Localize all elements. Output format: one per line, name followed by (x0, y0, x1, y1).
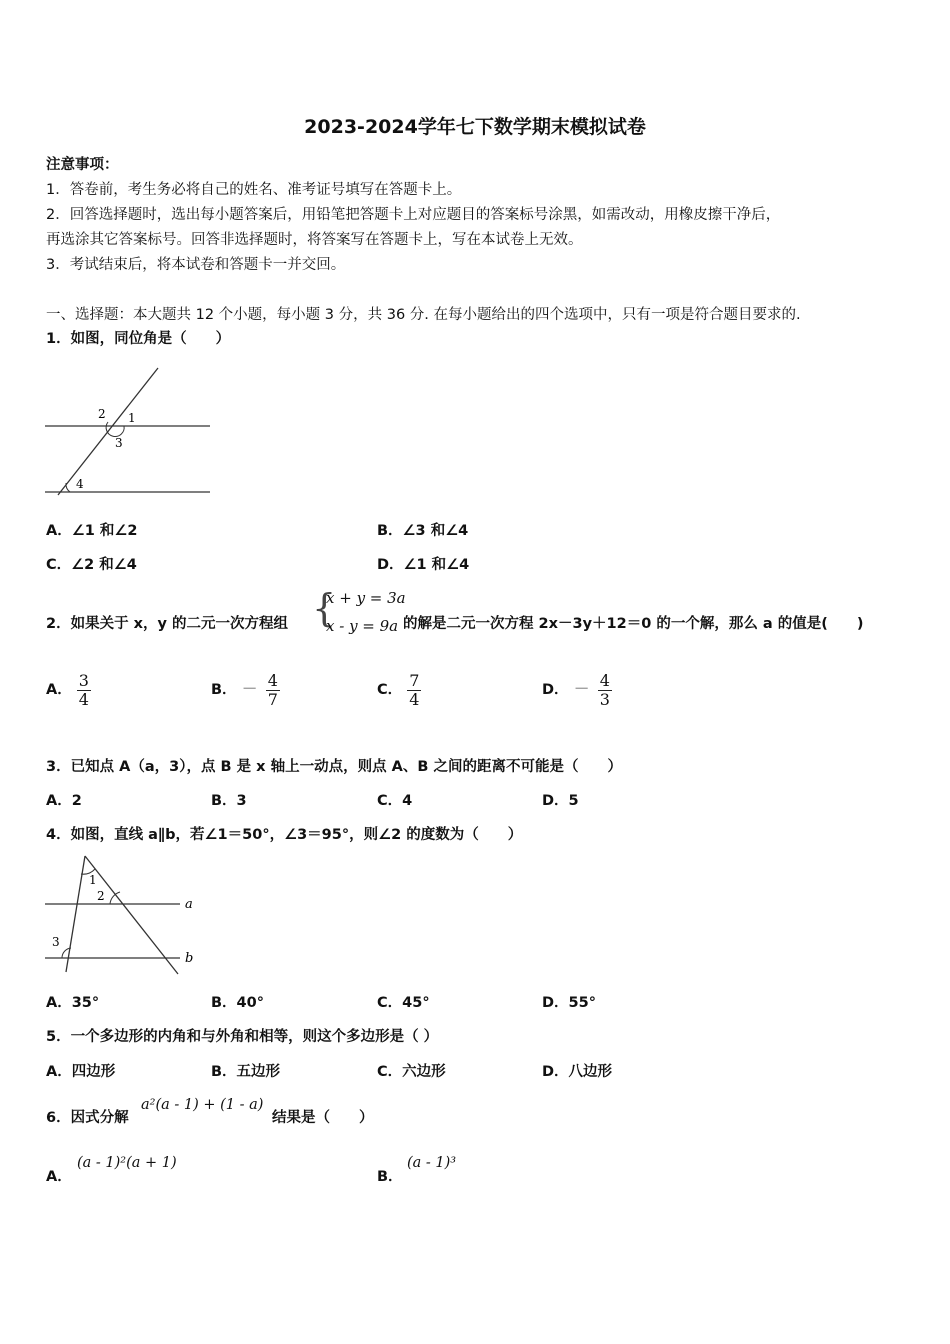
q2-option-a (46, 672, 91, 708)
q1-option-d: D．∠1 和∠4 (377, 557, 470, 573)
q5-option-b: B．五边形 (211, 1064, 281, 1080)
q5-option-c: C．六边形 (377, 1064, 446, 1080)
option-letter: D． (542, 682, 569, 699)
q5-option-a: A．四边形 (46, 1064, 116, 1080)
option-letter: B． (211, 682, 237, 699)
q3-option-b: B．3 (211, 793, 247, 809)
numerator: 4 (599, 671, 610, 690)
minus-sign: － (241, 679, 258, 699)
page-title: 2023-2024学年七下数学期末模拟试卷 (304, 116, 646, 138)
q6-option-b-letter: B． (377, 1169, 403, 1185)
note-item: 再选涂其它答案标号。回答非选择题时，将答案写在答题卡上，写在本试卷上无效。 (46, 232, 583, 248)
q6-expression: a²(a - 1) + (1 - a) (141, 1097, 264, 1113)
q4-line-right (85, 856, 178, 974)
q1-label-4: 4 (76, 477, 84, 491)
fraction (407, 672, 421, 708)
q3-option-d: D．5 (542, 793, 579, 809)
q6-stem-pre: 6．因式分解 (46, 1110, 129, 1126)
notes-heading: 注意事项： (46, 157, 119, 173)
q6-option-b-expr: (a - 1)³ (407, 1155, 457, 1171)
section-heading: 一、选择题：本大题共 12 个小题，每小题 3 分，共 36 分. 在每小题给出的四个选项中，只有一项是符合题目要求的. (46, 307, 801, 323)
q4-label-a: a (185, 897, 193, 912)
numerator: 7 (409, 671, 420, 690)
q2-system-eq2: x - y = 9a (326, 617, 399, 635)
q5-stem: 5．一个多边形的内角和与外角和相等，则这个多边形是（ ） (46, 1029, 439, 1045)
q2-system-eq1: x + y = 3a (326, 589, 406, 607)
denominator: 4 (78, 689, 89, 709)
q3-option-c: C．4 (377, 793, 413, 809)
q4-option-c: C．45° (377, 995, 430, 1011)
q2-stem-pre: 2．如果关于 x，y 的二元一次方程组 (46, 616, 288, 632)
numerator: 3 (78, 671, 89, 690)
q4-option-d: D．55° (542, 995, 596, 1011)
numerator: 4 (267, 671, 278, 690)
q4-label-3: 3 (52, 935, 60, 949)
note-item: 3．考试结束后，将本试卷和答题卡一并交回。 (46, 257, 346, 273)
q1-option-c: C．∠2 和∠4 (46, 557, 137, 573)
option-letter: A． (46, 682, 72, 699)
q4-label-2: 2 (97, 889, 105, 903)
q2-option-b (211, 672, 280, 708)
q1-option-b: B．∠3 和∠4 (377, 523, 469, 539)
note-item: 1．答卷前，考生务必将自己的姓名、准考证号填写在答题卡上。 (46, 182, 462, 198)
q4-figure (40, 852, 210, 977)
option-letter: C． (377, 682, 403, 699)
q3-option-a: A．2 (46, 793, 82, 809)
minus-sign: － (573, 679, 590, 699)
q4-label-b: b (185, 951, 194, 966)
denominator: 4 (409, 689, 420, 709)
q4-line-left (66, 856, 85, 972)
fraction (266, 672, 280, 708)
q1-label-1: 1 (128, 411, 136, 425)
q6-stem-post: 结果是（ ） (272, 1110, 374, 1126)
fraction (77, 672, 91, 708)
q2-system-brace: { (312, 586, 337, 630)
q2-option-d (542, 672, 612, 708)
denominator: 3 (599, 689, 610, 709)
q1-figure (40, 362, 215, 502)
q1-label-2: 2 (98, 407, 106, 421)
q3-stem: 3．已知点 A（a，3），点 B 是 x 轴上一动点，则点 A、B 之间的距离不可能是（ ） (46, 759, 622, 775)
q2-option-c (377, 672, 421, 708)
q4-option-a: A．35° (46, 995, 100, 1011)
q4-stem: 4．如图，直线 a∥b，若∠1＝50°，∠3＝95°，则∠2 的度数为（ ） (46, 827, 523, 843)
q1-option-a: A．∠1 和∠2 (46, 523, 138, 539)
q6-option-a-letter: A． (46, 1169, 72, 1185)
note-item: 2．回答选择题时，选出每小题答案后，用铅笔把答题卡上对应题目的答案标号涂黑，如需改动，用橡皮擦干净后， (46, 207, 781, 223)
q6-option-a-expr: (a - 1)²(a + 1) (77, 1155, 177, 1171)
q4-option-b: B．40° (211, 995, 264, 1011)
denominator: 7 (267, 689, 278, 709)
q1-transversal (58, 368, 158, 495)
q5-option-d: D．八边形 (542, 1064, 613, 1080)
q2-stem-post: 的解是二元一次方程 2x－3y＋12＝0 的一个解，那么 a 的值是( ) (403, 616, 864, 632)
q4-label-1: 1 (89, 873, 97, 887)
q1-stem: 1．如图，同位角是（ ） (46, 331, 231, 347)
fraction (598, 672, 612, 708)
q1-label-3: 3 (115, 436, 123, 450)
q1-angle-arc (106, 422, 124, 436)
